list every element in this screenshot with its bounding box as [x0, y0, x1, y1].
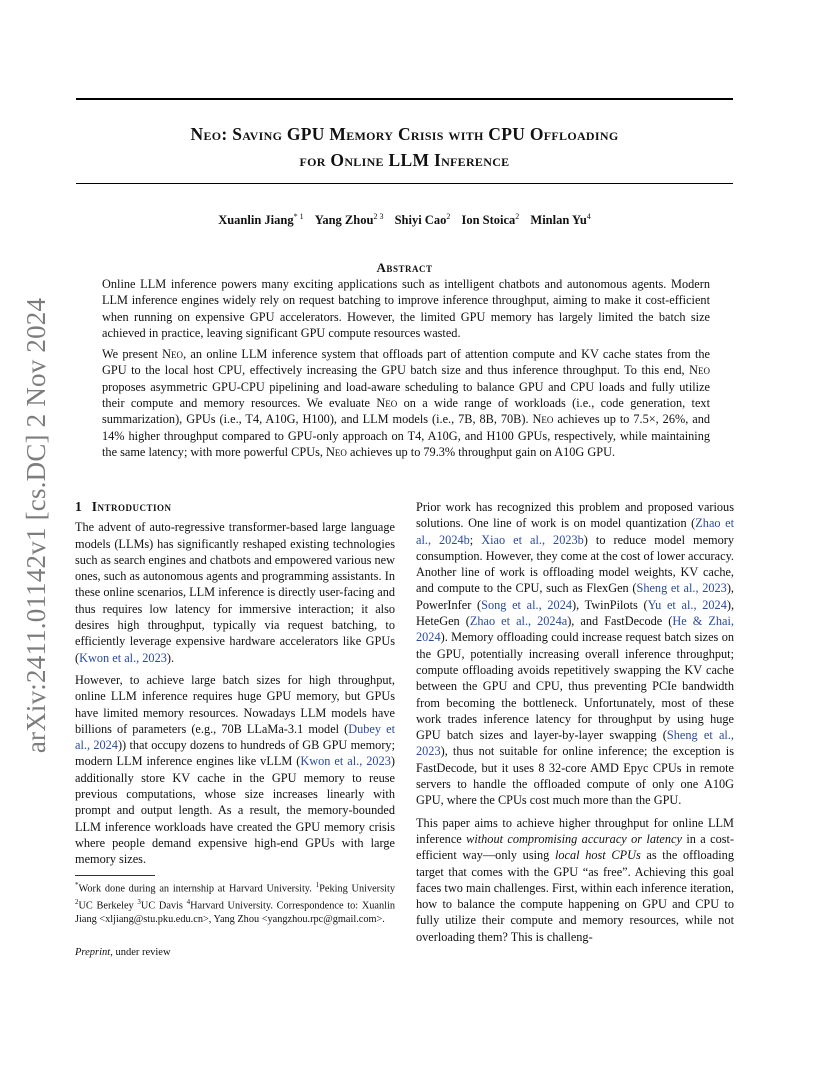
citation-link[interactable]: Sheng et al., 2023 [636, 581, 727, 596]
citation-link[interactable]: Zhao et al., 2024b [416, 516, 735, 547]
citation-link[interactable]: Dubey et al., 2024 [75, 721, 395, 753]
title-line-2: for Online LLM Inference [299, 150, 510, 170]
abstract-heading: Abstract [376, 260, 433, 275]
citation-link[interactable]: Kwon et al., 2023 [79, 650, 167, 665]
arxiv-id: arXiv:2411.01142v1 [cs.DC] 2 Nov 2024 [21, 297, 52, 753]
title-rule [76, 183, 733, 184]
intro-paragraph-4: This paper aims to achieve higher throughput for online LLM inference without compromising accuracy or latency in a cost-efficient way—only using local host CPUs as the offloading target that comes with the GPU “as free”. Achieving this goal faces two main challenges. First, within each inference iteration, how to balance the compute happening on GPU and CPU to fully utilize their compute and memory resources, while not overloading them? This is challeng- [416, 815, 735, 944]
citation-link[interactable]: Yu et al., 2024 [647, 597, 727, 612]
citation-link[interactable]: Song et al., 2024 [481, 597, 572, 612]
arxiv-sidebar [15, 286, 59, 764]
intro-paragraph-1: The advent of auto-regressive transformer-based large language models (LLMs) has significantly reshaped existing technologies such as search engines and chatbots and empowered various new ones, such as autonomous agents and programming assistants. In these online scenarios, LLM inference is directly user-facing and thus requires low latency for immersive interaction; it also desires high throughput, typically via request batching, to efficiently leverage expensive hardware accelerators like GPUs (Kwon et al., 2023). [75, 520, 395, 665]
author: Minlan Yu$^4$ [530, 212, 591, 228]
right-column [416, 499, 734, 951]
left-column [75, 499, 395, 874]
footnote-rule [75, 875, 155, 876]
title-line-1: Neo: Saving GPU Memory Crisis with CPU Offloading [190, 124, 619, 144]
citation-link[interactable]: Xiao et al., 2023b [481, 532, 584, 547]
author: Xuanlin Jiang$^{* 1}$ [218, 212, 304, 228]
paper-title [76, 121, 733, 173]
citation-link[interactable]: Kwon et al., 2023 [300, 754, 391, 769]
abstract-paragraph-1: Online LLM inference powers many exciting applications such as intelligent chatbots and autonomous agents. Modern LLM inference engines widely rely on request batching to improve inference throughput, aiming to make it cost-efficient when running on expensive GPU accelerators. However, the limited GPU memory has largely limited the batch size achieved in practice, leaving significant GPU compute resources wasted. [102, 277, 710, 340]
author: Shiyi Cao$^2$ [394, 212, 451, 228]
citation-link[interactable]: Zhao et al., 2024a [469, 614, 568, 629]
intro-paragraph-3: Prior work has recognized this problem and proposed various solutions. One line of work is on model quantization (Zhao et al., 2024b; Xiao et al., 2023b) to reduce model memory consumption. However, they come at the cost of lower accuracy. Another line of work is offloading model weights, KV cache, and compute to the CPU, such as FlexGen (Sheng et al., 2023), PowerInfer (Song et al., 2024), TwinPilots (Yu et al., 2024), HeteGen (Zhao et al., 2024a), and FastDecode (He & Zhai, 2024). Memory offloading could increase request batch sizes on the GPU, potentially increasing overall inference throughput; compute offloading avoids repetitively swapping the KV cache between the GPU and CPU, thus preventing PCIe bandwidth from becoming the bottleneck. Unfortunately, most of these work trades inference latency for throughput by using huge GPU batch sizes and layer-by-layer swapping (Sheng et al., 2023), thus not suitable for online inference; the exception is FastDecode, but it uses 8 32-core AMD Epyc CPUs in remote servers to handle the offloaded compute of only one A10G GPU, where the CPUs cost much more than the GPU. [416, 500, 735, 808]
footnote: *Work done during an internship at Harvard University. $^1$Peking University $^2$UC Berkeley $^3$UC Davis $^4$Harvard University. Correspondence to: Xuanlin Jiang <xljiang@stu.pku.edu.cn>, Yang Zhou <yangzhou.rpc@gmail.com>. [75, 881, 395, 926]
intro-paragraph-2: However, to achieve large batch sizes for high throughput, online LLM inference requires huge GPU memory, but GPUs have limited memory resources. Nowadays LLM models have billions of parameters (e.g., 70B LLaMa-3.1 model (Dubey et al., 2024)) that occupy dozens to hundreds of GB GPU memory; modern LLM inference engines like vLLM (Kwon et al., 2023) additionally store KV cache in the GPU memory to reuse previous computations, whose size increases linearly with prompt and output length. As a result, the memory-bounded LLM inference workloads have created the GPU memory crisis where people demand expensive high-end GPUs with large memory sizes. [75, 672, 395, 867]
citation-link[interactable]: He & Zhai, 2024 [416, 614, 734, 645]
abstract-paragraph-2: We present Neo, an online LLM inference system that offloads part of attention compute and KV cache states from the GPU to the local host CPU, effectively increasing the GPU batch size and thus inference throughput. To this end, Neo proposes asymmetric GPU-CPU pipelining and load-aware scheduling to balance GPU and CPU loads and fully utilize their compute and memory resources. We evaluate Neo on a wide range of workloads (i.e., code generation, text summarization), GPUs (i.e., T4, A10G, H100), and LLM models (i.e., 7B, 8B, 70B). Neo achieves up to 7.5×, 26%, and 14% higher throughput compared to GPU-only approach on T4, A10G, and H100 GPUs, respectively, while maintaining the same latency; with more powerful CPUs, Neo achieves up to 79.3% throughput gain on A10G GPU. [102, 347, 710, 459]
author: Ion Stoica$^2$ [461, 212, 520, 228]
top-rule [76, 98, 733, 100]
author-list [76, 212, 733, 228]
abstract-body [102, 276, 710, 465]
author: Yang Zhou$^{2 3}$ [314, 212, 384, 228]
citation-link[interactable]: Sheng et al., 2023 [416, 728, 734, 759]
section-heading-introduction: 1 Introduction [75, 499, 172, 514]
preprint-note: Preprint, under review [75, 947, 171, 958]
